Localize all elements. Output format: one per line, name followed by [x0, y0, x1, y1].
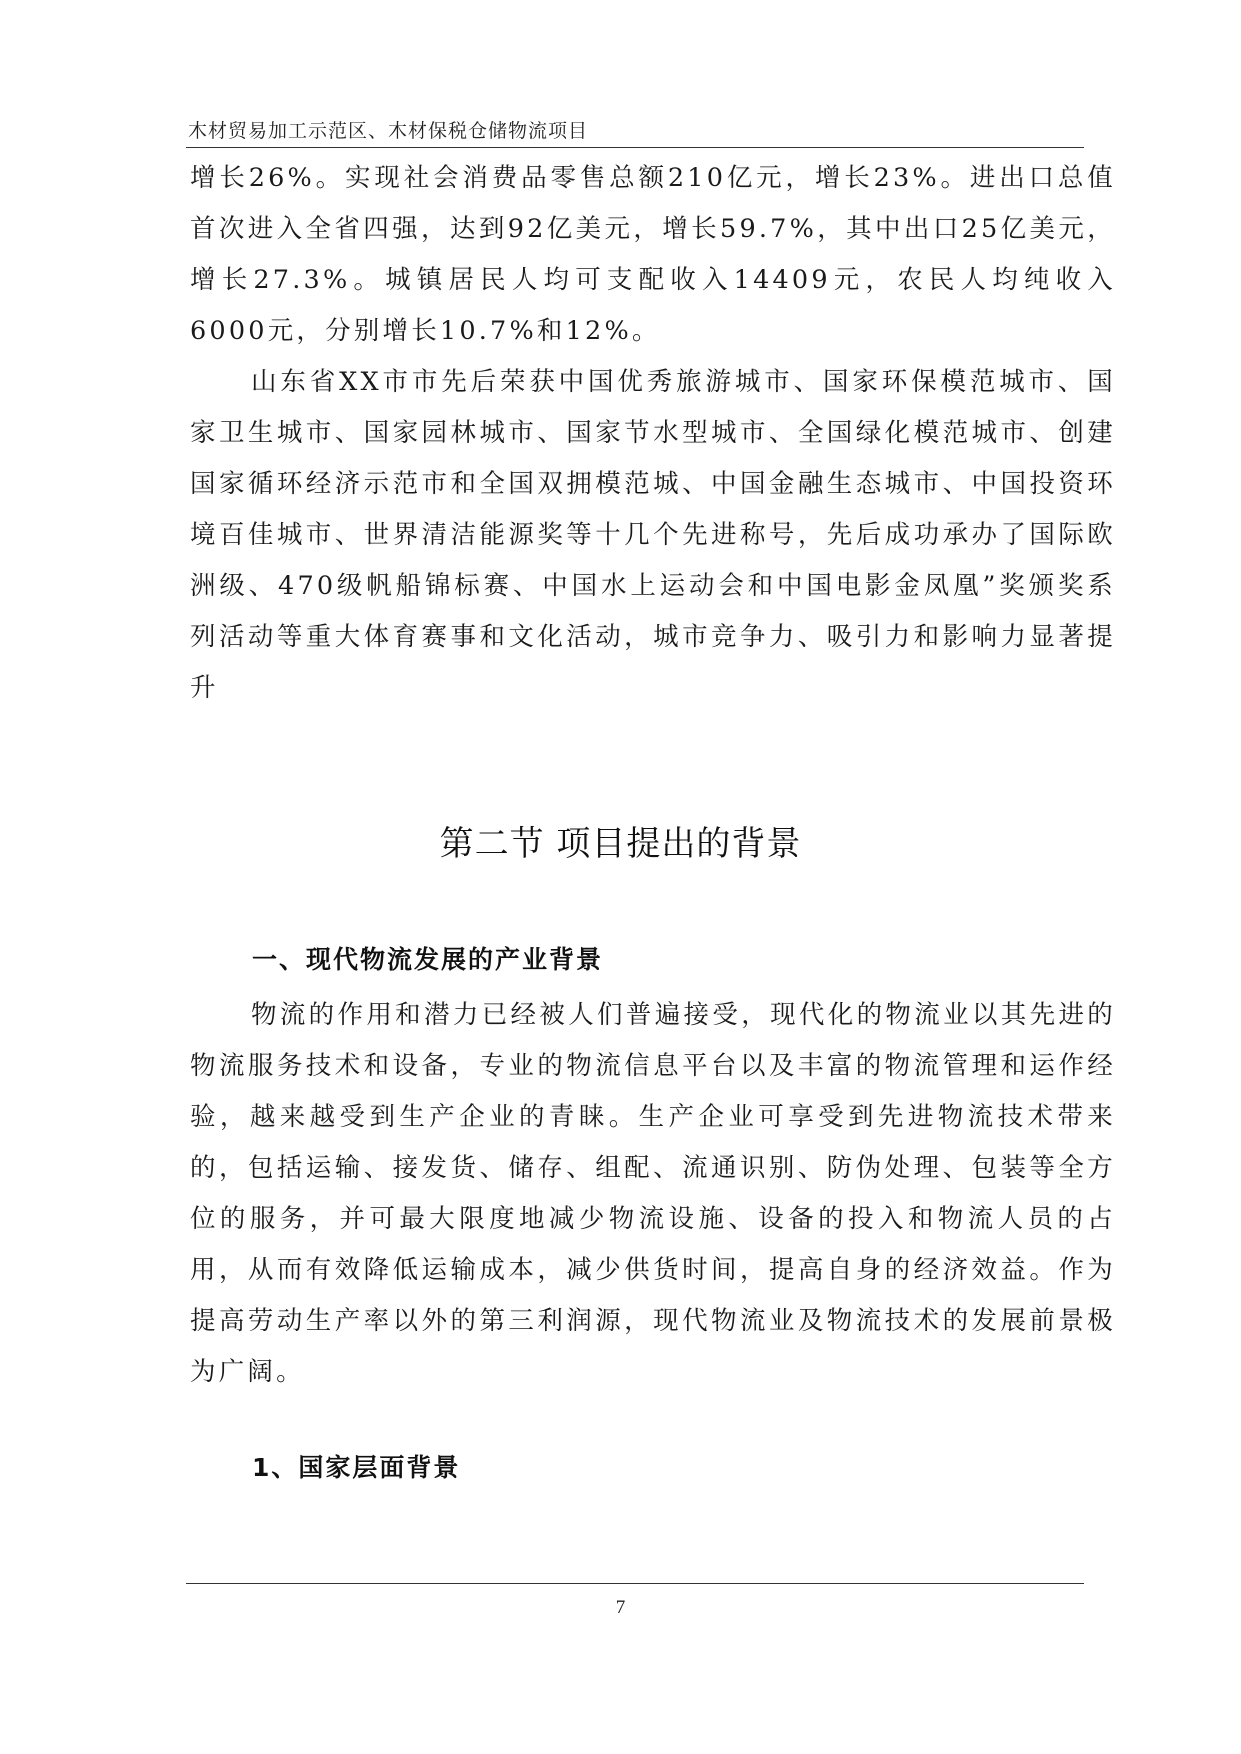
paragraph-city-honors: 山东省XX市市先后荣获中国优秀旅游城市、国家环保模范城市、国家卫生城市、国家园林城市、国家节水型城市、全国绿化模范城市、创建国家循环经济示范市和全国双拥模范城、中国金融生态城市、中国投资环境百佳城市、世界清洁能源奖等十几个先进称号，先后成功承办了国际欧洲级、470级帆船锦标赛、中国水上运动会和中国电影金凤凰”奖颁奖系列活动等重大体育赛事和文化活动，城市竞争力、吸引力和影响力显著提升 [190, 367, 1116, 703]
subheading-national-background: 1、国家层面背景 [252, 1453, 461, 1482]
header-divider [186, 147, 1084, 148]
paragraph-economy-stats: 增长26%。实现社会消费品零售总额210亿元，增长23%。进出口总值首次进入全省四强，达到92亿美元，增长59.7%，其中出口25亿美元，增长27.3%。城镇居民人均可支配收入14409元，农民人均纯收入6000元，分别增长10.7%和12%。 [190, 163, 1116, 346]
page-number: 7 [615, 1597, 626, 1618]
section-title: 第二节 项目提出的背景 [439, 824, 802, 864]
footer-divider [186, 1583, 1084, 1584]
subheading-logistics-industry: 一、现代物流发展的产业背景 [252, 945, 604, 974]
running-header: 木材贸易加工示范区、木材保税仓储物流项目 [188, 120, 589, 142]
paragraph-logistics-background: 物流的作用和潜力已经被人们普遍接受，现代化的物流业以其先进的物流服务技术和设备，专业的物流信息平台以及丰富的物流管理和运作经验，越来越受到生产企业的青睐。生产企业可享受到先进物流技术带来的，包括运输、接发货、储存、组配、流通识别、防伪处理、包装等全方位的服务，并可最大限度地减少物流设施、设备的投入和物流人员的占用，从而有效降低运输成本，减少供货时间，提高自身的经济效益。作为提高劳动生产率以外的第三利润源，现代物流业及物流技术的发展前景极为广阔。 [190, 1000, 1116, 1387]
